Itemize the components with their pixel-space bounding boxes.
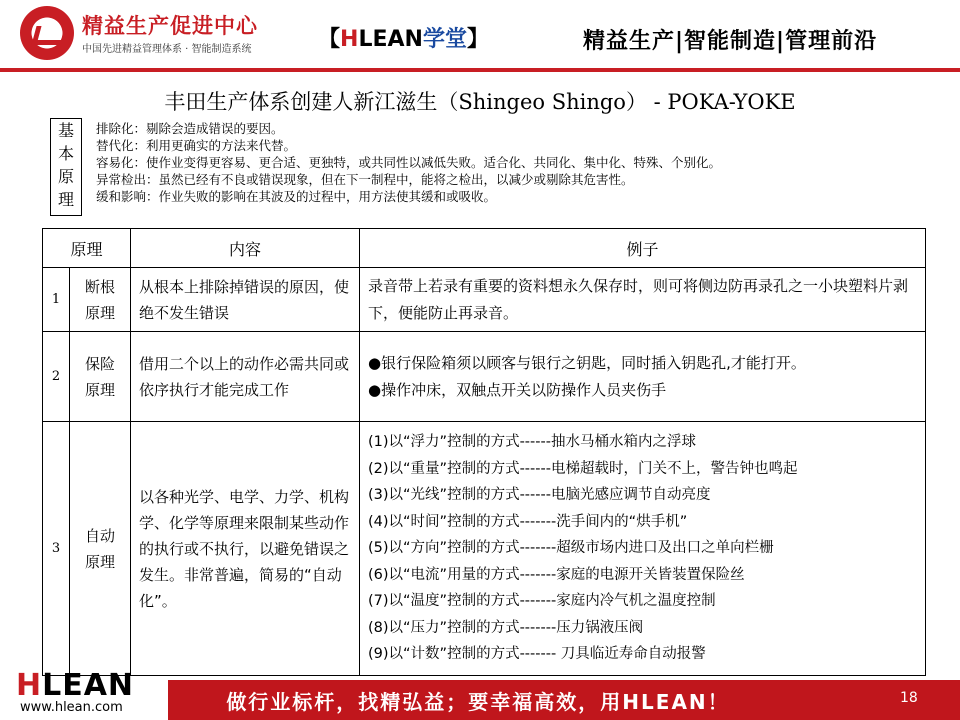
footer-logo: HLEAN <box>16 668 135 703</box>
slide-title: 丰田生产体系创建人新江滋生（Shingeo Shingo） - POKA-YOKE <box>164 90 796 114</box>
principle-content: 以各种光学、电学、力学、机构学、化学等原理来限制某些动作的执行或不执行，以避免错误之发生。非常普遍，简易的“自动化”。 <box>131 422 360 676</box>
footer-url[interactable]: www.hlean.com <box>20 700 123 715</box>
row-number: 1 <box>43 268 70 332</box>
example-item: (6)以“电流”用量的方式-------家庭的电源开关皆装置保险丝 <box>368 566 745 583</box>
example-item: (7)以“温度”控制的方式-------家庭内冷气机之温度控制 <box>368 593 716 610</box>
example-item: (8)以“压力”控制的方式-------压力锅液压阀 <box>368 619 644 636</box>
principle-content: 借用二个以上的动作必需共同或依序执行才能完成工作 <box>131 332 360 422</box>
row-number: 3 <box>43 422 70 676</box>
list-item: 缓和影响：作业失败的影响在其波及的过程中，用方法使其缓和或吸收。 <box>96 189 497 204</box>
principle-name: 保险 原理 <box>70 332 131 422</box>
footer-slogan: 做行业标杆，找精弘益；要幸福高效，用HLEAN！ <box>226 690 730 714</box>
principle-name: 自动 原理 <box>70 422 131 676</box>
org-subtitle: 中国先进精益管理体系 · 智能制造系统 <box>82 44 252 55</box>
principle-example <box>360 332 926 422</box>
logo-icon <box>20 6 74 60</box>
brand-name: 【HLEAN学堂】 <box>318 27 489 52</box>
column-header-example: 例子 <box>360 229 926 268</box>
header-divider <box>0 68 960 72</box>
table-row <box>43 422 926 676</box>
table-header-row <box>43 229 926 268</box>
example-item: (4)以“时间”控制的方式-------洗手间内的“烘手机” <box>368 513 688 530</box>
principle-name: 断根 原理 <box>70 268 131 332</box>
page-number: 18 <box>900 690 918 706</box>
basic-principles-list <box>96 120 721 205</box>
principles-table <box>42 228 926 676</box>
example-item: (5)以“方向”控制的方式-------超级市场内进口及出口之单向栏栅 <box>368 540 774 557</box>
principle-example <box>360 422 926 676</box>
table-row <box>43 268 926 332</box>
header-slogan: 精益生产|智能制造|管理前沿 <box>583 29 878 54</box>
header <box>0 0 960 68</box>
example-item: (1)以“浮力”控制的方式------抽水马桶水箱内之浮球 <box>368 434 696 451</box>
list-item: 容易化：使作业变得更容易、更合适、更独特，或共同性以减低失败。适合化、共同化、集中化、特殊、个别化。 <box>96 155 722 170</box>
list-item: 异常检出：虽然已经有不良或错误现象，但在下一制程中，能将之检出，以减少或剔除其危害性。 <box>96 172 634 187</box>
org-name: 精益生产促进中心 <box>82 14 258 38</box>
table-row <box>43 332 926 422</box>
example-item: (9)以“计数”控制的方式------- 刀具临近寿命自动报警 <box>368 646 706 663</box>
column-header-content: 内容 <box>131 229 360 268</box>
column-header-principle: 原理 <box>43 229 131 268</box>
list-item: 替代化：利用更确实的方法来代替。 <box>96 138 297 153</box>
principle-content: 从根本上排除掉错误的原因，使绝不发生错误 <box>131 268 360 332</box>
list-item: 排除化：剔除会造成错误的要因。 <box>96 121 284 136</box>
principle-example: 录音带上若录有重要的资料想永久保存时，则可将侧边防再录孔之一小块塑料片剥下，便能防止再录音。 <box>360 268 926 332</box>
example-item: ●银行保险箱须以顾客与银行之钥匙，同时插入钥匙孔,才能打开。 <box>368 353 806 372</box>
row-number: 2 <box>43 332 70 422</box>
example-item: ●操作冲床，双触点开关以防操作人员夹伤手 <box>368 380 667 399</box>
basic-principles-label: 基 本 原 理 <box>50 118 82 216</box>
example-item: (2)以“重量”控制的方式------电梯超载时，门关不上，警告钟也鸣起 <box>368 460 798 477</box>
example-item: (3)以“光线”控制的方式------电脑光感应调节自动亮度 <box>368 487 711 504</box>
